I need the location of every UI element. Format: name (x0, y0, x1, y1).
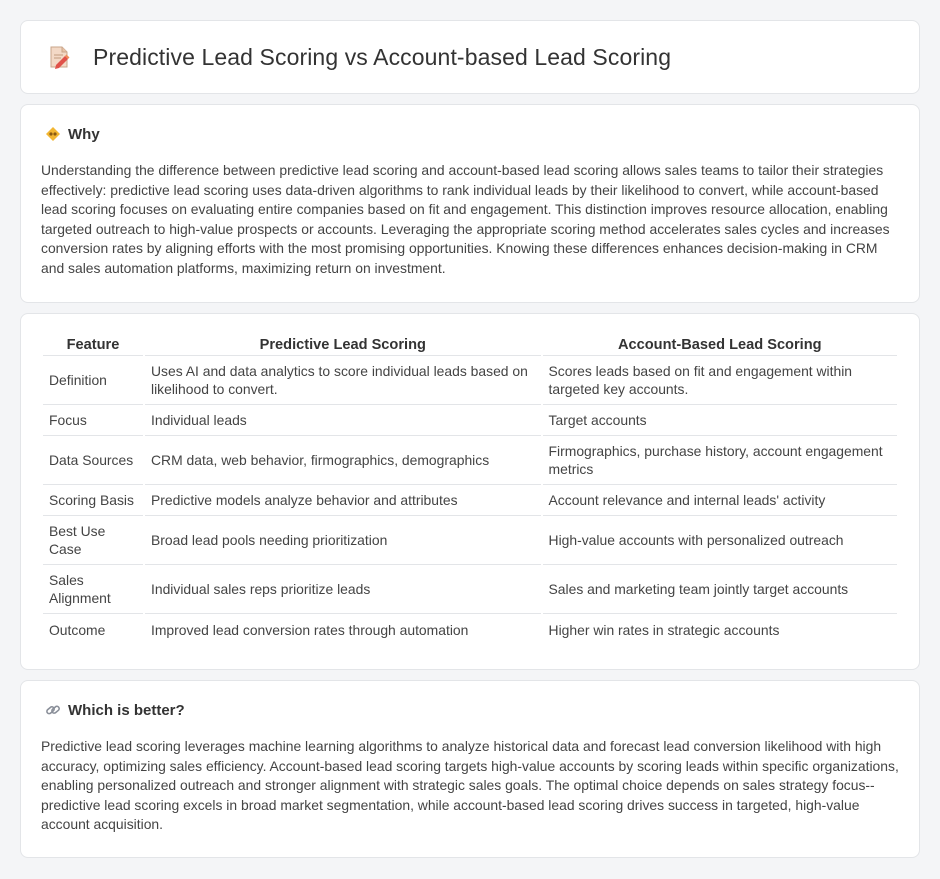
table-row (43, 405, 897, 436)
cell-feature: Data Sources (43, 436, 143, 485)
why-header (41, 125, 899, 143)
cell-account: High-value accounts with personalized outreach (543, 516, 897, 565)
cell-predictive: Predictive models analyze behavior and attributes (145, 485, 541, 516)
cell-predictive: Broad lead pools needing prioritization (145, 516, 541, 565)
cell-account: Higher win rates in strategic accounts (548, 621, 780, 638)
table-row (43, 485, 897, 516)
better-heading: Which is better? (68, 701, 185, 719)
better-text: Predictive lead scoring leverages machine learning algorithms to analyze historical data and forecast lead conversion likelihood with high accuracy, optimizing sales efficiency. Account-based lead scoring targets high-value accounts by scoring leads within specific organizations, enabling personalized outreach and stronger alignment with strategic sales goals. The optimal choice depends on sales strategy focus--predictive lead scoring excels in broad market segmentation, while account-based lead scoring drives success in targeted, high-value account acquisition. (41, 738, 899, 833)
cell-predictive: Individual leads (145, 405, 541, 436)
cell-feature: Scoring Basis (43, 485, 143, 516)
cell-feature: Best Use Case (43, 516, 143, 565)
better-header (41, 701, 899, 719)
cell-predictive: Uses AI and data analytics to score individual leads based on likelihood to convert. (145, 356, 541, 405)
comparison-table-card (20, 313, 920, 670)
table-row (43, 614, 897, 645)
why-text: Understanding the difference between predictive lead scoring and account-based lead scoring allows sales teams to tailor their strategies effectively: predictive lead scoring uses data-driven algorithms to rank individual leads by their likelihood to convert, while account-based lead scoring focuses on evaluating entire companies based on fit and engagement. This distinction improves resource allocation, enabling targeted outreach to high-value prospects or accounts. Leveraging the appropriate scoring method accelerates sales cycles and increases conversion rates by aligning efforts with the most promising opportunities. Knowing these differences enhances decision-making in CRM and sales automation platforms, maximizing return on investment. (41, 162, 890, 276)
cell-account: Target accounts (543, 405, 897, 436)
title-card (20, 20, 920, 94)
header-account: Account-Based Lead Scoring (543, 334, 897, 356)
why-section (20, 104, 920, 303)
cell-predictive: Improved lead conversion rates through automation (151, 621, 469, 638)
cell-account: Firmographics, purchase history, account engagement metrics (543, 436, 897, 485)
better-section (20, 680, 920, 858)
table-row (43, 436, 897, 485)
hand-shake-icon (44, 125, 62, 143)
cell-account: Account relevance and internal leads' activity (543, 485, 897, 516)
table-header-row (43, 334, 897, 356)
header-predictive: Predictive Lead Scoring (145, 334, 541, 356)
why-heading: Why (68, 125, 100, 143)
cell-feature: Focus (43, 405, 143, 436)
table-row (43, 356, 897, 405)
cell-predictive: CRM data, web behavior, firmographics, demographics (145, 436, 541, 485)
link-icon (44, 701, 62, 719)
cell-account: Sales and marketing team jointly target accounts (543, 565, 897, 614)
cell-feature: Sales Alignment (43, 565, 143, 614)
cell-account: Scores leads based on fit and engagement within targeted key accounts. (543, 356, 897, 405)
comparison-table (41, 334, 899, 645)
document-edit-icon (45, 43, 73, 71)
page-title: Predictive Lead Scoring vs Account-based Lead Scoring (93, 43, 672, 70)
cell-predictive: Individual sales reps prioritize leads (145, 565, 541, 614)
cell-feature: Outcome (49, 621, 106, 638)
header-feature: Feature (43, 334, 143, 356)
table-row (43, 516, 897, 565)
cell-feature: Definition (43, 356, 143, 405)
table-row (43, 565, 897, 614)
